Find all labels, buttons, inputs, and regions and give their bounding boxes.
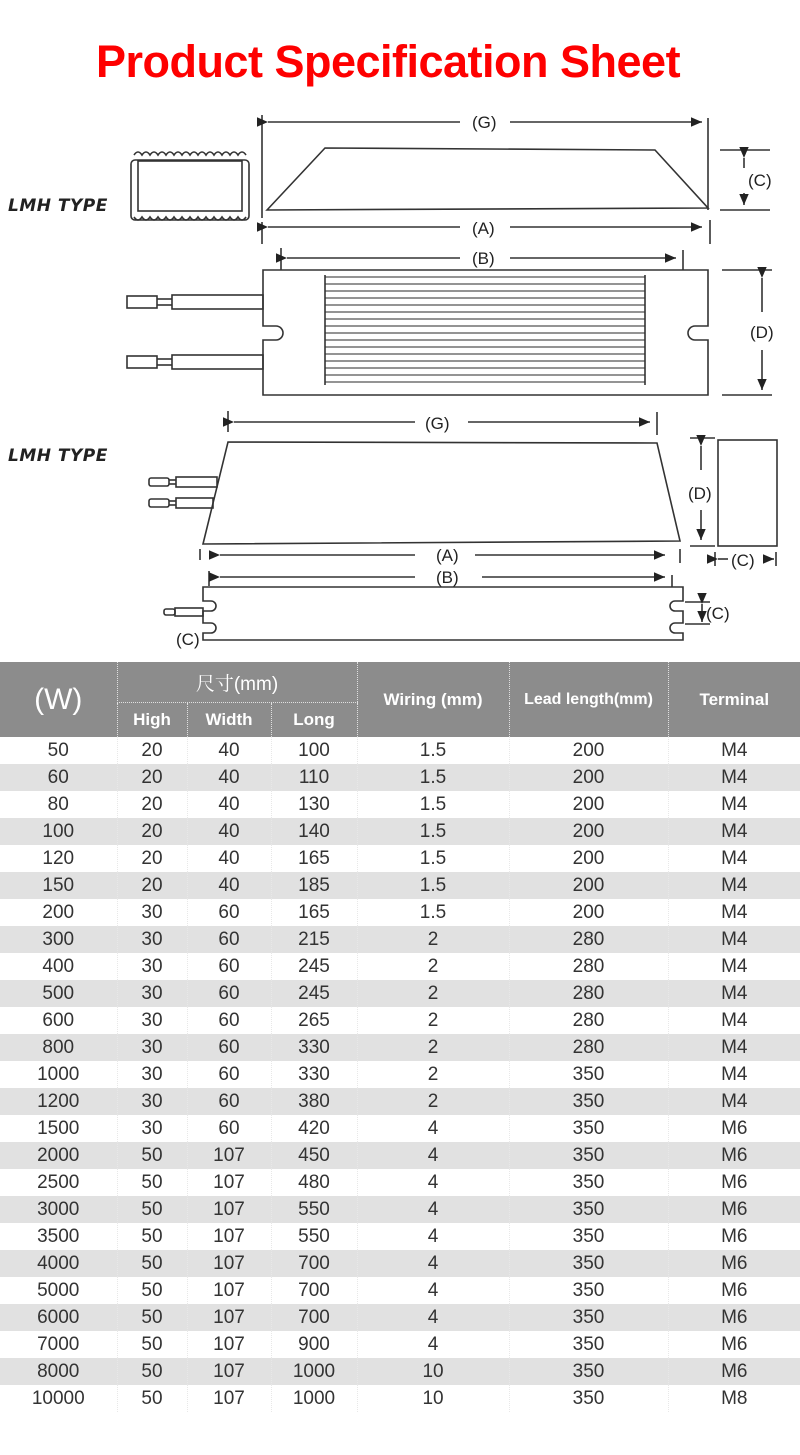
cell-wiring: 2 [357, 980, 509, 1007]
cell-lead-length: 350 [509, 1196, 668, 1223]
drawing-1 [127, 115, 772, 395]
cell-lead-length: 280 [509, 1034, 668, 1061]
cell-long: 480 [271, 1169, 357, 1196]
cell-terminal: M8 [668, 1385, 800, 1412]
cell-wiring: 4 [357, 1196, 509, 1223]
cell-terminal: M4 [668, 845, 800, 872]
dim-label-c2: (C) [731, 551, 755, 570]
table-row [0, 1331, 800, 1358]
cell-wiring: 4 [357, 1169, 509, 1196]
cell-lead-length: 200 [509, 845, 668, 872]
cell-power: 80 [47, 794, 69, 815]
cell-lead-length: 350 [509, 1169, 668, 1196]
table-row [0, 1385, 800, 1412]
cell-width: 107 [187, 1304, 271, 1331]
cell-high: 20 [117, 764, 187, 791]
cell-long: 330 [271, 1034, 357, 1061]
cell-width: 107 [187, 1223, 271, 1250]
cell-wiring: 1.5 [357, 764, 509, 791]
cell-wiring: 1.5 [357, 791, 509, 818]
dim-label-g: (G) [472, 113, 497, 132]
table-row [0, 1115, 800, 1142]
cell-terminal: M4 [668, 1061, 800, 1088]
cell-power: 100 [0, 818, 117, 845]
cell-lead-length: 200 [509, 899, 668, 926]
cell-long: 550 [271, 1223, 357, 1250]
header-lead-length: Lead length(mm) [509, 662, 668, 737]
cell-lead-length: 200 [509, 737, 668, 764]
cell-power: 600 [42, 1010, 75, 1031]
cell-long: 330 [271, 1061, 357, 1088]
cell-long: 245 [271, 953, 357, 980]
cell-long: 185 [271, 872, 357, 899]
cell-terminal: M4 [668, 737, 800, 764]
dim-label-a: (A) [472, 219, 495, 238]
table-row [0, 1034, 800, 1061]
table-row [0, 1007, 800, 1034]
cell-wiring: 1.5 [357, 818, 509, 845]
cell-wiring: 2 [357, 1034, 509, 1061]
cell-high: 50 [117, 1142, 187, 1169]
cell-lead-length: 350 [509, 1304, 668, 1331]
cell-width: 40 [187, 764, 271, 791]
dim-label-a2: (A) [436, 546, 459, 565]
cell-lead-length: 280 [509, 953, 668, 980]
dim-label-c: (C) [748, 171, 772, 190]
cell-high: 50 [117, 1358, 187, 1385]
header-high: High [117, 703, 187, 738]
cell-terminal: M4 [668, 1007, 800, 1034]
table-row [0, 1223, 800, 1250]
cell-high: 20 [117, 872, 187, 899]
cell-width: 60 [187, 1061, 271, 1088]
cell-width: 60 [187, 1088, 271, 1115]
cell-power: 2000 [0, 1142, 117, 1169]
header-long: Long [271, 703, 357, 738]
cell-wiring: 4 [357, 1142, 509, 1169]
table-row [0, 764, 800, 791]
dim-label-g2: (G) [425, 414, 450, 433]
cell-power: 1200 [0, 1088, 117, 1115]
header-width: Width [187, 703, 271, 738]
drawing-2-labels [176, 414, 755, 649]
cell-wiring: 2 [357, 926, 509, 953]
cell-long: 110 [271, 764, 357, 791]
cell-terminal: M4 [668, 1088, 800, 1115]
cell-wiring: 4 [357, 1331, 509, 1358]
cell-wiring: 2 [357, 1007, 509, 1034]
cell-wiring: 4 [357, 1223, 509, 1250]
cell-width: 60 [187, 899, 271, 926]
cell-terminal: M4 [668, 818, 800, 845]
cell-power: 5000 [37, 1280, 80, 1301]
table-row [0, 818, 800, 845]
cell-high: 50 [117, 1169, 187, 1196]
cell-width: 60 [187, 1034, 271, 1061]
cell-lead-length: 200 [509, 791, 668, 818]
cell-power: 200 [42, 902, 75, 923]
dim-label-b: (B) [472, 249, 495, 268]
cell-long: 215 [271, 926, 357, 953]
table-row [0, 872, 800, 899]
cell-high: 30 [117, 1061, 187, 1088]
cell-wiring: 4 [357, 1250, 509, 1277]
table-row [0, 1088, 800, 1115]
cell-width: 60 [187, 980, 271, 1007]
type-label-1: LMH TYPE [8, 196, 108, 216]
dim-label-b2: (B) [436, 568, 459, 587]
cell-power: 50 [47, 740, 69, 761]
cell-terminal: M4 [668, 764, 800, 791]
cell-lead-length: 350 [509, 1277, 668, 1304]
cell-width: 40 [187, 737, 271, 764]
table-row [0, 1169, 800, 1196]
cell-width: 107 [187, 1277, 271, 1304]
cell-terminal: M6 [668, 1142, 800, 1169]
cell-terminal: M6 [668, 1358, 800, 1385]
cell-long: 450 [271, 1142, 357, 1169]
cell-width: 60 [187, 926, 271, 953]
cell-lead-length: 350 [509, 1115, 668, 1142]
cell-high: 50 [117, 1304, 187, 1331]
cell-width: 40 [187, 791, 271, 818]
cell-lead-length: 200 [509, 764, 668, 791]
cell-terminal: M6 [668, 1331, 800, 1358]
cell-power: 60 [0, 764, 117, 791]
cell-terminal: M4 [668, 953, 800, 980]
cell-width: 107 [187, 1385, 271, 1412]
spec-table-body [0, 737, 800, 1412]
cell-high: 20 [117, 818, 187, 845]
cell-terminal: M6 [668, 1223, 800, 1250]
cell-power: 500 [0, 980, 117, 1007]
cell-lead-length: 350 [509, 1142, 668, 1169]
cell-terminal: M4 [668, 926, 800, 953]
table-row [0, 953, 800, 980]
cell-wiring: 1.5 [357, 845, 509, 872]
cell-power: 1000 [37, 1064, 80, 1085]
cell-wiring: 4 [357, 1115, 509, 1142]
cell-long: 130 [271, 791, 357, 818]
cell-wiring: 10 [357, 1358, 509, 1385]
table-row [0, 980, 800, 1007]
cell-high: 30 [117, 1088, 187, 1115]
cell-long: 700 [271, 1277, 357, 1304]
cell-high: 50 [117, 1250, 187, 1277]
cell-wiring: 10 [357, 1385, 509, 1412]
type-label-2: LMH TYPE [8, 446, 108, 466]
cell-long: 100 [271, 737, 357, 764]
cell-lead-length: 350 [509, 1250, 668, 1277]
cell-long: 140 [271, 818, 357, 845]
cell-width: 107 [187, 1331, 271, 1358]
cell-wiring: 4 [357, 1304, 509, 1331]
cell-power: 1500 [37, 1118, 80, 1139]
cell-power: 8000 [0, 1358, 117, 1385]
cell-high: 50 [117, 1277, 187, 1304]
cell-high: 20 [117, 845, 187, 872]
cell-terminal: M6 [668, 1250, 800, 1277]
cell-high: 30 [117, 1115, 187, 1142]
cell-long: 380 [271, 1088, 357, 1115]
cell-long: 550 [271, 1196, 357, 1223]
table-row [0, 791, 800, 818]
cell-long: 165 [271, 899, 357, 926]
cell-long: 420 [271, 1115, 357, 1142]
dim-label-c3: (C) [706, 604, 730, 623]
header-wiring: Wiring (mm) [357, 662, 509, 737]
cell-terminal: M4 [668, 980, 800, 1007]
cell-high: 30 [117, 953, 187, 980]
cell-lead-length: 350 [509, 1088, 668, 1115]
cell-high: 30 [117, 1007, 187, 1034]
cell-long: 900 [271, 1331, 357, 1358]
cell-width: 60 [187, 1115, 271, 1142]
cell-high: 20 [117, 737, 187, 764]
cell-width: 107 [187, 1196, 271, 1223]
cell-terminal: M6 [668, 1169, 800, 1196]
table-row [0, 1061, 800, 1088]
technical-drawing [0, 100, 800, 660]
drawing-2 [149, 411, 777, 640]
cell-lead-length: 280 [509, 1007, 668, 1034]
cell-wiring: 2 [357, 1061, 509, 1088]
dim-label-c4: (C) [176, 630, 200, 649]
cell-lead-length: 350 [509, 1223, 668, 1250]
cell-long: 1000 [271, 1385, 357, 1412]
cell-wiring: 1.5 [357, 872, 509, 899]
cell-long: 700 [271, 1250, 357, 1277]
cell-high: 30 [117, 980, 187, 1007]
dim-label-d: (D) [750, 323, 774, 342]
header-power: (W) [0, 662, 117, 737]
cell-width: 107 [187, 1169, 271, 1196]
cell-width: 40 [187, 818, 271, 845]
cell-power: 400 [42, 956, 75, 977]
cell-wiring: 2 [357, 1088, 509, 1115]
cell-width: 107 [187, 1358, 271, 1385]
cell-terminal: M4 [668, 1034, 800, 1061]
table-row [0, 1358, 800, 1385]
cell-long: 245 [271, 980, 357, 1007]
cell-power: 3500 [37, 1226, 80, 1247]
cell-power: 3000 [0, 1196, 117, 1223]
cell-power: 2500 [37, 1172, 80, 1193]
cell-high: 30 [117, 926, 187, 953]
cell-high: 50 [117, 1196, 187, 1223]
cell-power: 150 [0, 872, 117, 899]
cell-width: 60 [187, 953, 271, 980]
cell-lead-length: 350 [509, 1061, 668, 1088]
table-row [0, 926, 800, 953]
spec-table [0, 662, 800, 1412]
table-row [0, 845, 800, 872]
cell-terminal: M6 [668, 1115, 800, 1142]
cell-wiring: 1.5 [357, 737, 509, 764]
cell-width: 40 [187, 872, 271, 899]
cell-lead-length: 200 [509, 872, 668, 899]
cell-long: 700 [271, 1304, 357, 1331]
cell-width: 107 [187, 1142, 271, 1169]
cell-high: 50 [117, 1331, 187, 1358]
cell-power: 4000 [0, 1250, 117, 1277]
cell-width: 60 [187, 1007, 271, 1034]
cell-terminal: M4 [668, 899, 800, 926]
dim-label-d2: (D) [688, 484, 712, 503]
table-row [0, 1196, 800, 1223]
cell-high: 30 [117, 1034, 187, 1061]
cell-high: 50 [117, 1385, 187, 1412]
table-row [0, 1304, 800, 1331]
cell-lead-length: 200 [509, 818, 668, 845]
cell-terminal: M6 [668, 1196, 800, 1223]
cell-high: 20 [117, 791, 187, 818]
cell-wiring: 1.5 [357, 899, 509, 926]
cell-power: 800 [0, 1034, 117, 1061]
cell-width: 40 [187, 845, 271, 872]
page-title: Product Specification Sheet [95, 36, 681, 87]
header-dimensions: 尺寸(mm) [117, 662, 357, 703]
cell-lead-length: 350 [509, 1331, 668, 1358]
cell-wiring: 4 [357, 1277, 509, 1304]
cell-long: 1000 [271, 1358, 357, 1385]
table-row [0, 1277, 800, 1304]
header-terminal: Terminal [668, 662, 800, 737]
cell-width: 107 [187, 1250, 271, 1277]
cell-lead-length: 280 [509, 926, 668, 953]
cell-wiring: 2 [357, 953, 509, 980]
table-row [0, 1250, 800, 1277]
cell-terminal: M4 [668, 872, 800, 899]
table-row [0, 899, 800, 926]
cell-high: 50 [117, 1223, 187, 1250]
cell-power: 120 [42, 848, 75, 869]
cell-terminal: M4 [668, 791, 800, 818]
cell-high: 30 [117, 899, 187, 926]
cell-power: 6000 [0, 1304, 117, 1331]
table-row [0, 737, 800, 764]
cell-lead-length: 350 [509, 1358, 668, 1385]
cell-power: 7000 [37, 1334, 80, 1355]
table-row [0, 1142, 800, 1169]
cell-lead-length: 350 [509, 1385, 668, 1412]
cell-terminal: M6 [668, 1277, 800, 1304]
cell-long: 165 [271, 845, 357, 872]
cell-power: 10000 [31, 1388, 85, 1409]
cell-lead-length: 280 [509, 980, 668, 1007]
cell-power: 300 [0, 926, 117, 953]
cell-terminal: M6 [668, 1304, 800, 1331]
cell-long: 265 [271, 1007, 357, 1034]
